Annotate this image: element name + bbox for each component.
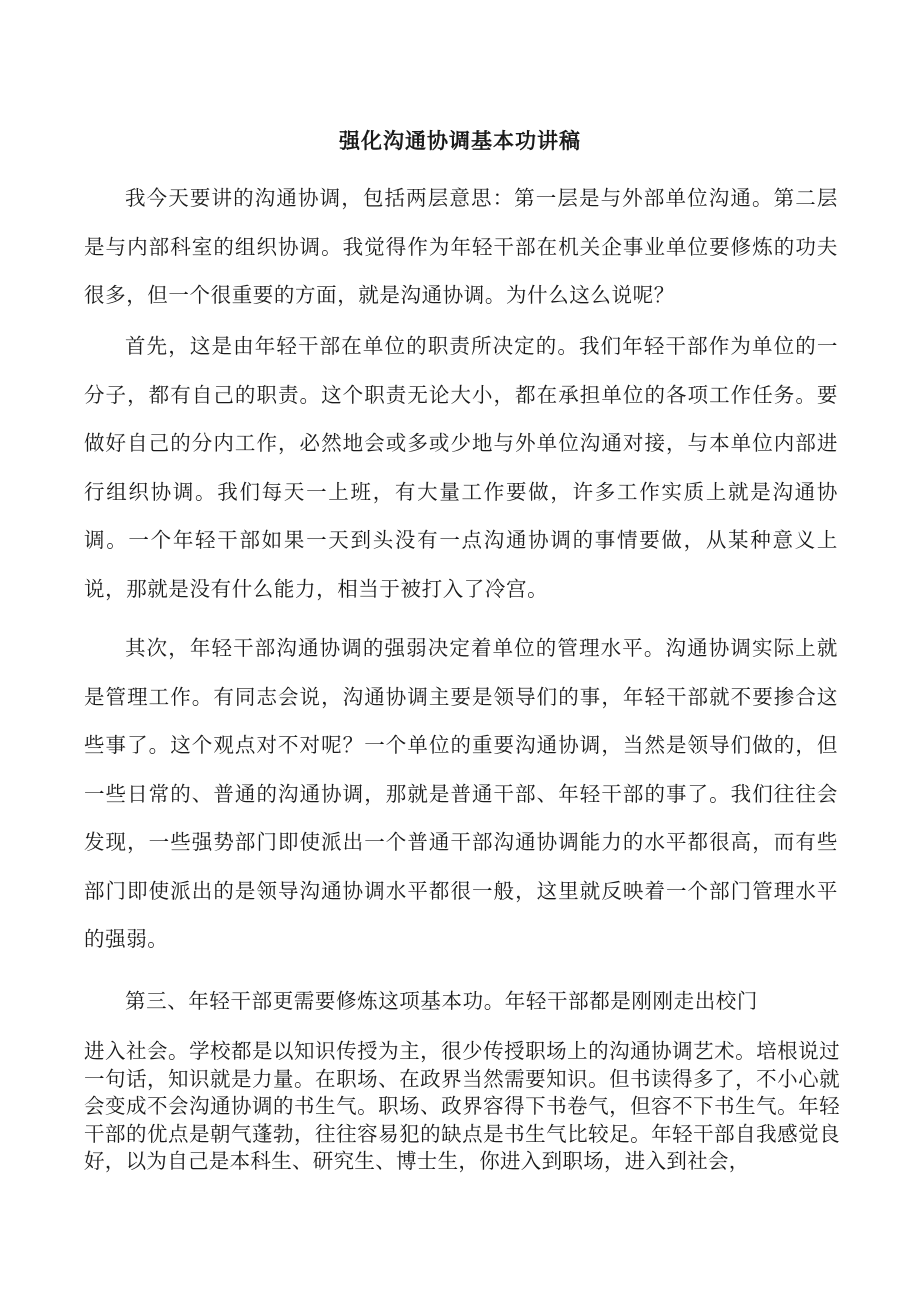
paragraph-continuation: 进入社会。学校都是以知识传授为主，很少传授职场上的沟通协调艺术。培根说过一句话，知识就是力量。在职场、在政界当然需要知识。但书读得多了，不小心就会变成不会沟通协调的书生气。职场、政界容得下书卷气，但容不下书生气。年轻干部的优点是朝气蓬勃，往往容易犯的缺点是书生气比较足。年轻干部自我感觉良好，以为自己是本科生、研究生、博士生，你进入到职场，进入到社会， bbox=[84, 1039, 840, 1173]
paragraph-first-reason: 首先，这是由年轻干部在单位的职责所决定的。我们年轻干部作为单位的一分子，都有自己的职责。这个职责无论大小，都在承担单位的各项工作任务。要做好自己的分内工作，必然地会或多或少地与外单位沟通对接，与本单位内部进行组织协调。我们每天一上班，有大量工作要做，许多工作实质上就是沟通协调。一个年轻干部如果一天到头没有一点沟通协调的事情要做，从某种意义上说，那就是没有什么能力，相当于被打入了冷宫。 bbox=[84, 334, 838, 601]
paragraph-third-reason: 第三、年轻干部更需要修炼这项基本功。年轻干部都是刚刚走出校门 bbox=[125, 989, 758, 1013]
paragraph-intro: 我今天要讲的沟通协调，包括两层意思：第一层是与外部单位沟通。第二层是与内部科室的组织协调。我觉得作为年轻干部在机关企事业单位要修炼的功夫很多，但一个很重要的方面，就是沟通协调。为什么这么说呢？ bbox=[84, 186, 838, 307]
document-title: 强化沟通协调基本功讲稿 bbox=[339, 128, 581, 153]
paragraph-second-reason: 其次，年轻干部沟通协调的强弱决定着单位的管理水平。沟通协调实际上就是管理工作。有同志会说，沟通协调主要是领导们的事，年轻干部就不要掺合这些事了。这个观点对不对呢？一个单位的重要沟通协调，当然是领导们做的，但一些日常的、普通的沟通协调，那就是普通干部、年轻干部的事了。我们往往会发现，一些强势部门即使派出一个普通干部沟通协调能力的水平都很高，而有些部门即使派出的是领导沟通协调水平都很一般，这里就反映着一个部门管理水平的强弱。 bbox=[84, 636, 838, 951]
